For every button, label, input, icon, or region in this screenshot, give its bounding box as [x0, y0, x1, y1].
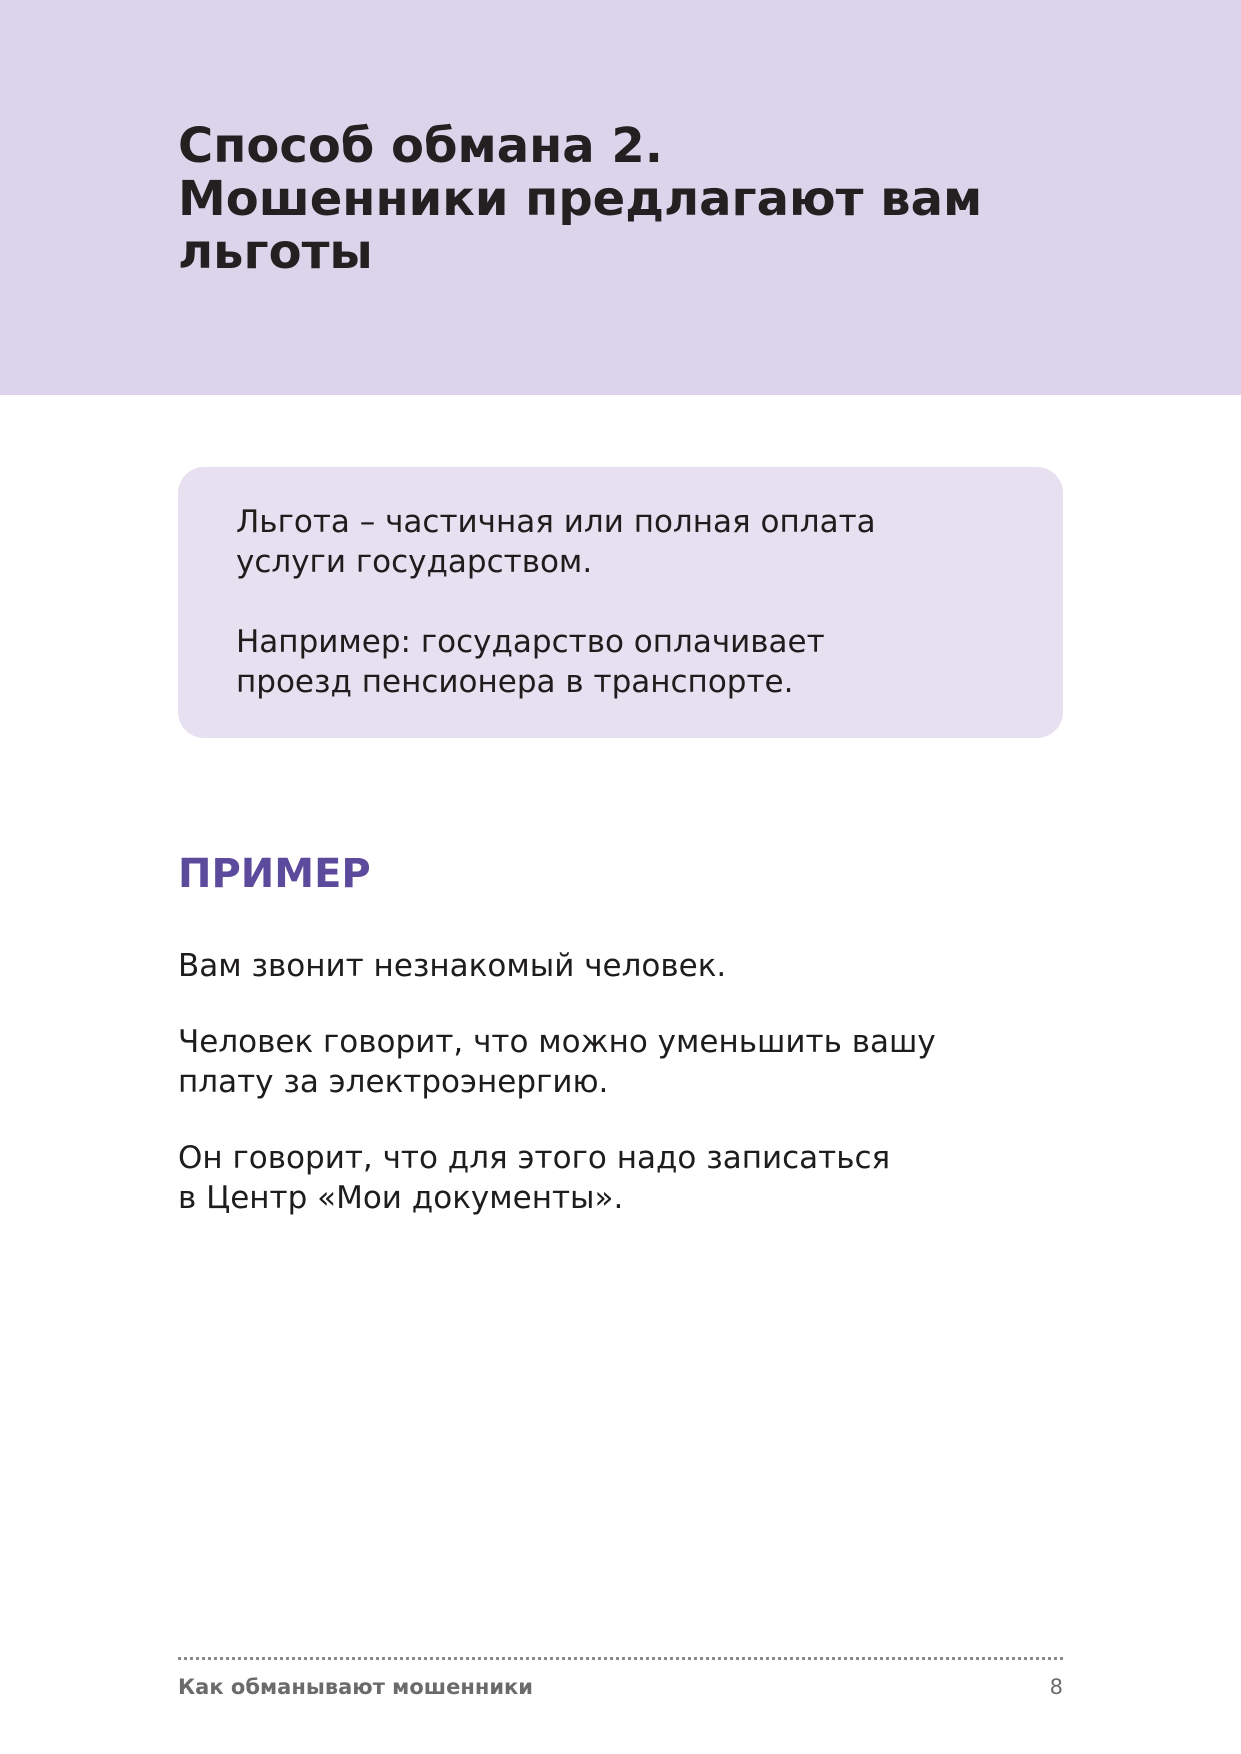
example-body [178, 946, 1078, 1218]
body-paragraph [178, 1022, 1078, 1102]
text-line: плату за электроэнергию. [178, 1064, 609, 1100]
body-paragraph [178, 946, 1078, 986]
body-paragraph [178, 1138, 1078, 1218]
section-heading: ПРИМЕР [178, 851, 371, 897]
example-paragraph [236, 622, 1023, 702]
page-number: 8 [1049, 1675, 1063, 1699]
text-line: Например: государство оплачивает [236, 624, 825, 660]
definition-box [178, 467, 1063, 738]
text-line: проезд пенсионера в транспорте. [236, 664, 794, 700]
text-line: Человек говорит, что можно уменьшить вашу [178, 1024, 936, 1060]
footer-title: Как обманывают мошенники [178, 1675, 534, 1699]
definition-paragraph [236, 502, 1023, 582]
page-title-line: Мошенники предлагают вам [178, 171, 983, 227]
text-line: в Центр «Мои документы». [178, 1180, 624, 1216]
page-title-line: льготы [178, 224, 373, 280]
text-line: Он говорит, что для этого надо записаться [178, 1140, 891, 1176]
footer-divider [178, 1657, 1063, 1660]
text-line: услуги государством. [236, 544, 593, 580]
page-title [178, 120, 1078, 279]
text-line: Льгота – частичная или полная оплата [236, 504, 876, 540]
text-line: Вам звонит незнакомый человек. [178, 948, 727, 984]
page-title-line: Способ обмана 2. [178, 118, 664, 174]
